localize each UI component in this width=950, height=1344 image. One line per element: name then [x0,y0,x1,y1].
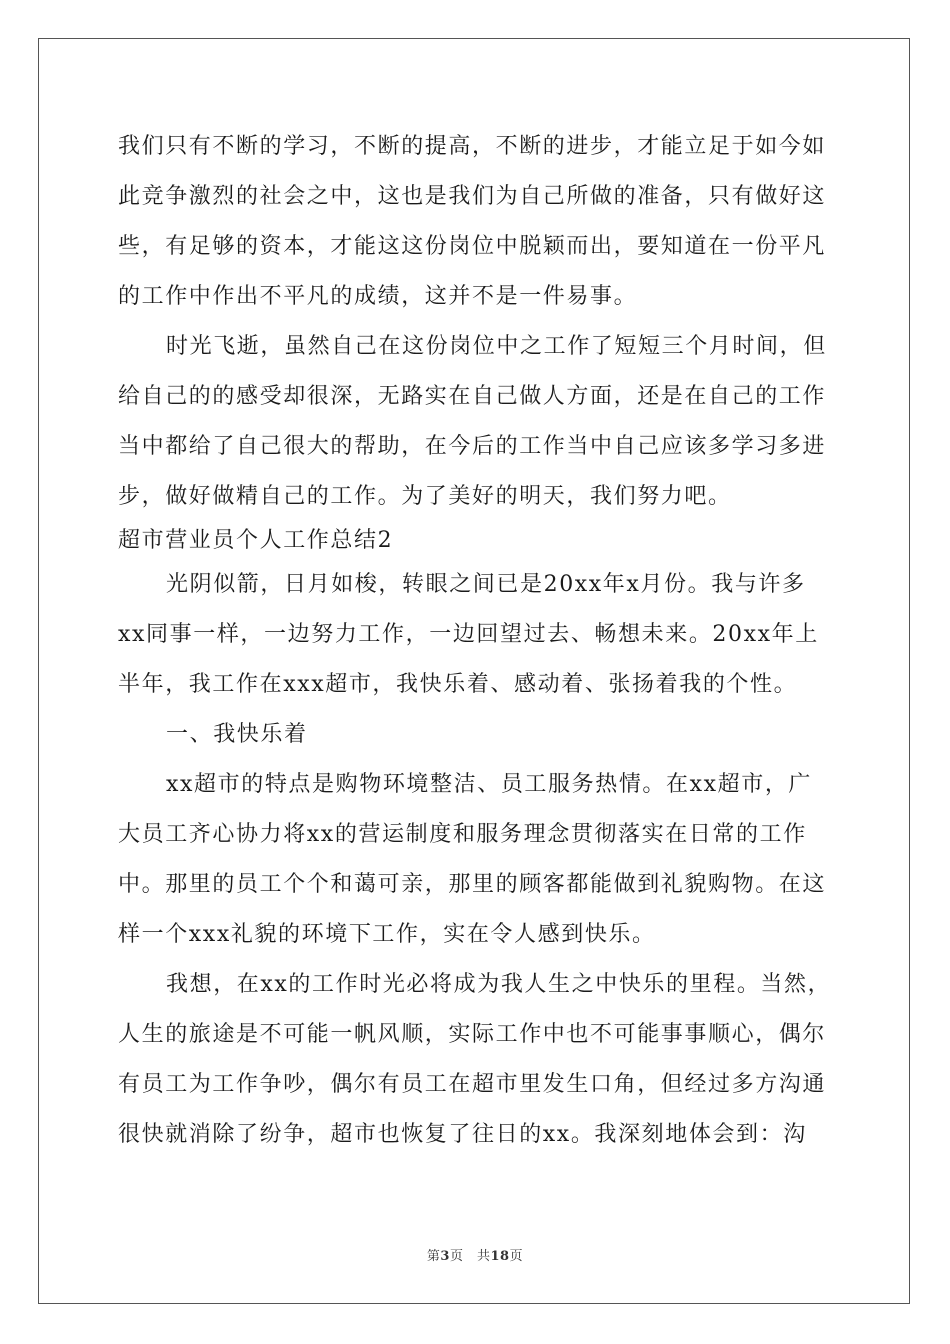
text-line: 些，有足够的资本，才能这这份岗位中脱颖而出，要知道在一份平凡 [118,234,827,259]
text-line: 半年，我工作在xxx超市，我快乐着、感动着、张扬着我的个性。 [118,672,798,697]
text-line: xx同事一样，一边努力工作，一边回望过去、畅想未来。20xx年上 [118,622,819,647]
text-line: 光阴似箭，日月如梭，转眼之间已是20xx年x月份。我与许多 [166,572,806,597]
section-heading: 超市营业员个人工作总结2 [118,528,394,553]
page-footer [0,1245,950,1264]
footer-middle: 页 共 [449,1249,491,1264]
text-line: 样一个xxx礼貌的环境下工作，实在令人感到快乐。 [118,922,656,947]
text-line: 步，做好做精自己的工作。为了美好的明天，我们努力吧。 [118,484,732,509]
text-line: 中。那里的员工个个和蔼可亲，那里的顾客都能做到礼貌购物。在这 [118,872,827,897]
document-body [118,128,838,1166]
subsection-heading: 一、我快乐着 [166,722,308,747]
text-line: 我想，在xx的工作时光必将成为我人生之中快乐的里程。当然， [166,972,832,997]
text-line: 给自己的的感受却很深，无路实在自己做人方面，还是在自己的工作 [118,384,827,409]
text-line: 此竞争激烈的社会之中，这也是我们为自己所做的准备，只有做好这 [118,184,827,209]
footer-prefix: 第 [426,1249,441,1264]
text-line: 时光飞逝，虽然自己在这份岗位中之工作了短短三个月时间，但 [166,334,827,359]
text-line: 很快就消除了纷争，超市也恢复了往日的xx。我深刻地体会到：沟 [118,1122,807,1147]
text-line: xx超市的特点是购物环境整洁、员工服务热情。在xx超市，广 [166,772,813,797]
footer-suffix: 页 [509,1249,524,1264]
text-line: 当中都给了自己很大的帮助，在今后的工作当中自己应该多学习多进 [118,434,827,459]
total-page-number: 18 [490,1249,510,1264]
text-line: 有员工为工作争吵，偶尔有员工在超市里发生口角，但经过多方沟通 [118,1072,827,1097]
current-page-number: 3 [440,1249,450,1264]
text-line: 我们只有不断的学习，不断的提高，不断的进步，才能立足于如今如 [118,134,827,159]
text-line: 大员工齐心协力将xx的营运制度和服务理念贯彻落实在日常的工作 [118,822,807,847]
text-line: 人生的旅途是不可能一帆风顺，实际工作中也不可能事事顺心，偶尔 [118,1022,827,1047]
text-line: 的工作中作出不平凡的成绩，这并不是一件易事。 [118,284,638,309]
